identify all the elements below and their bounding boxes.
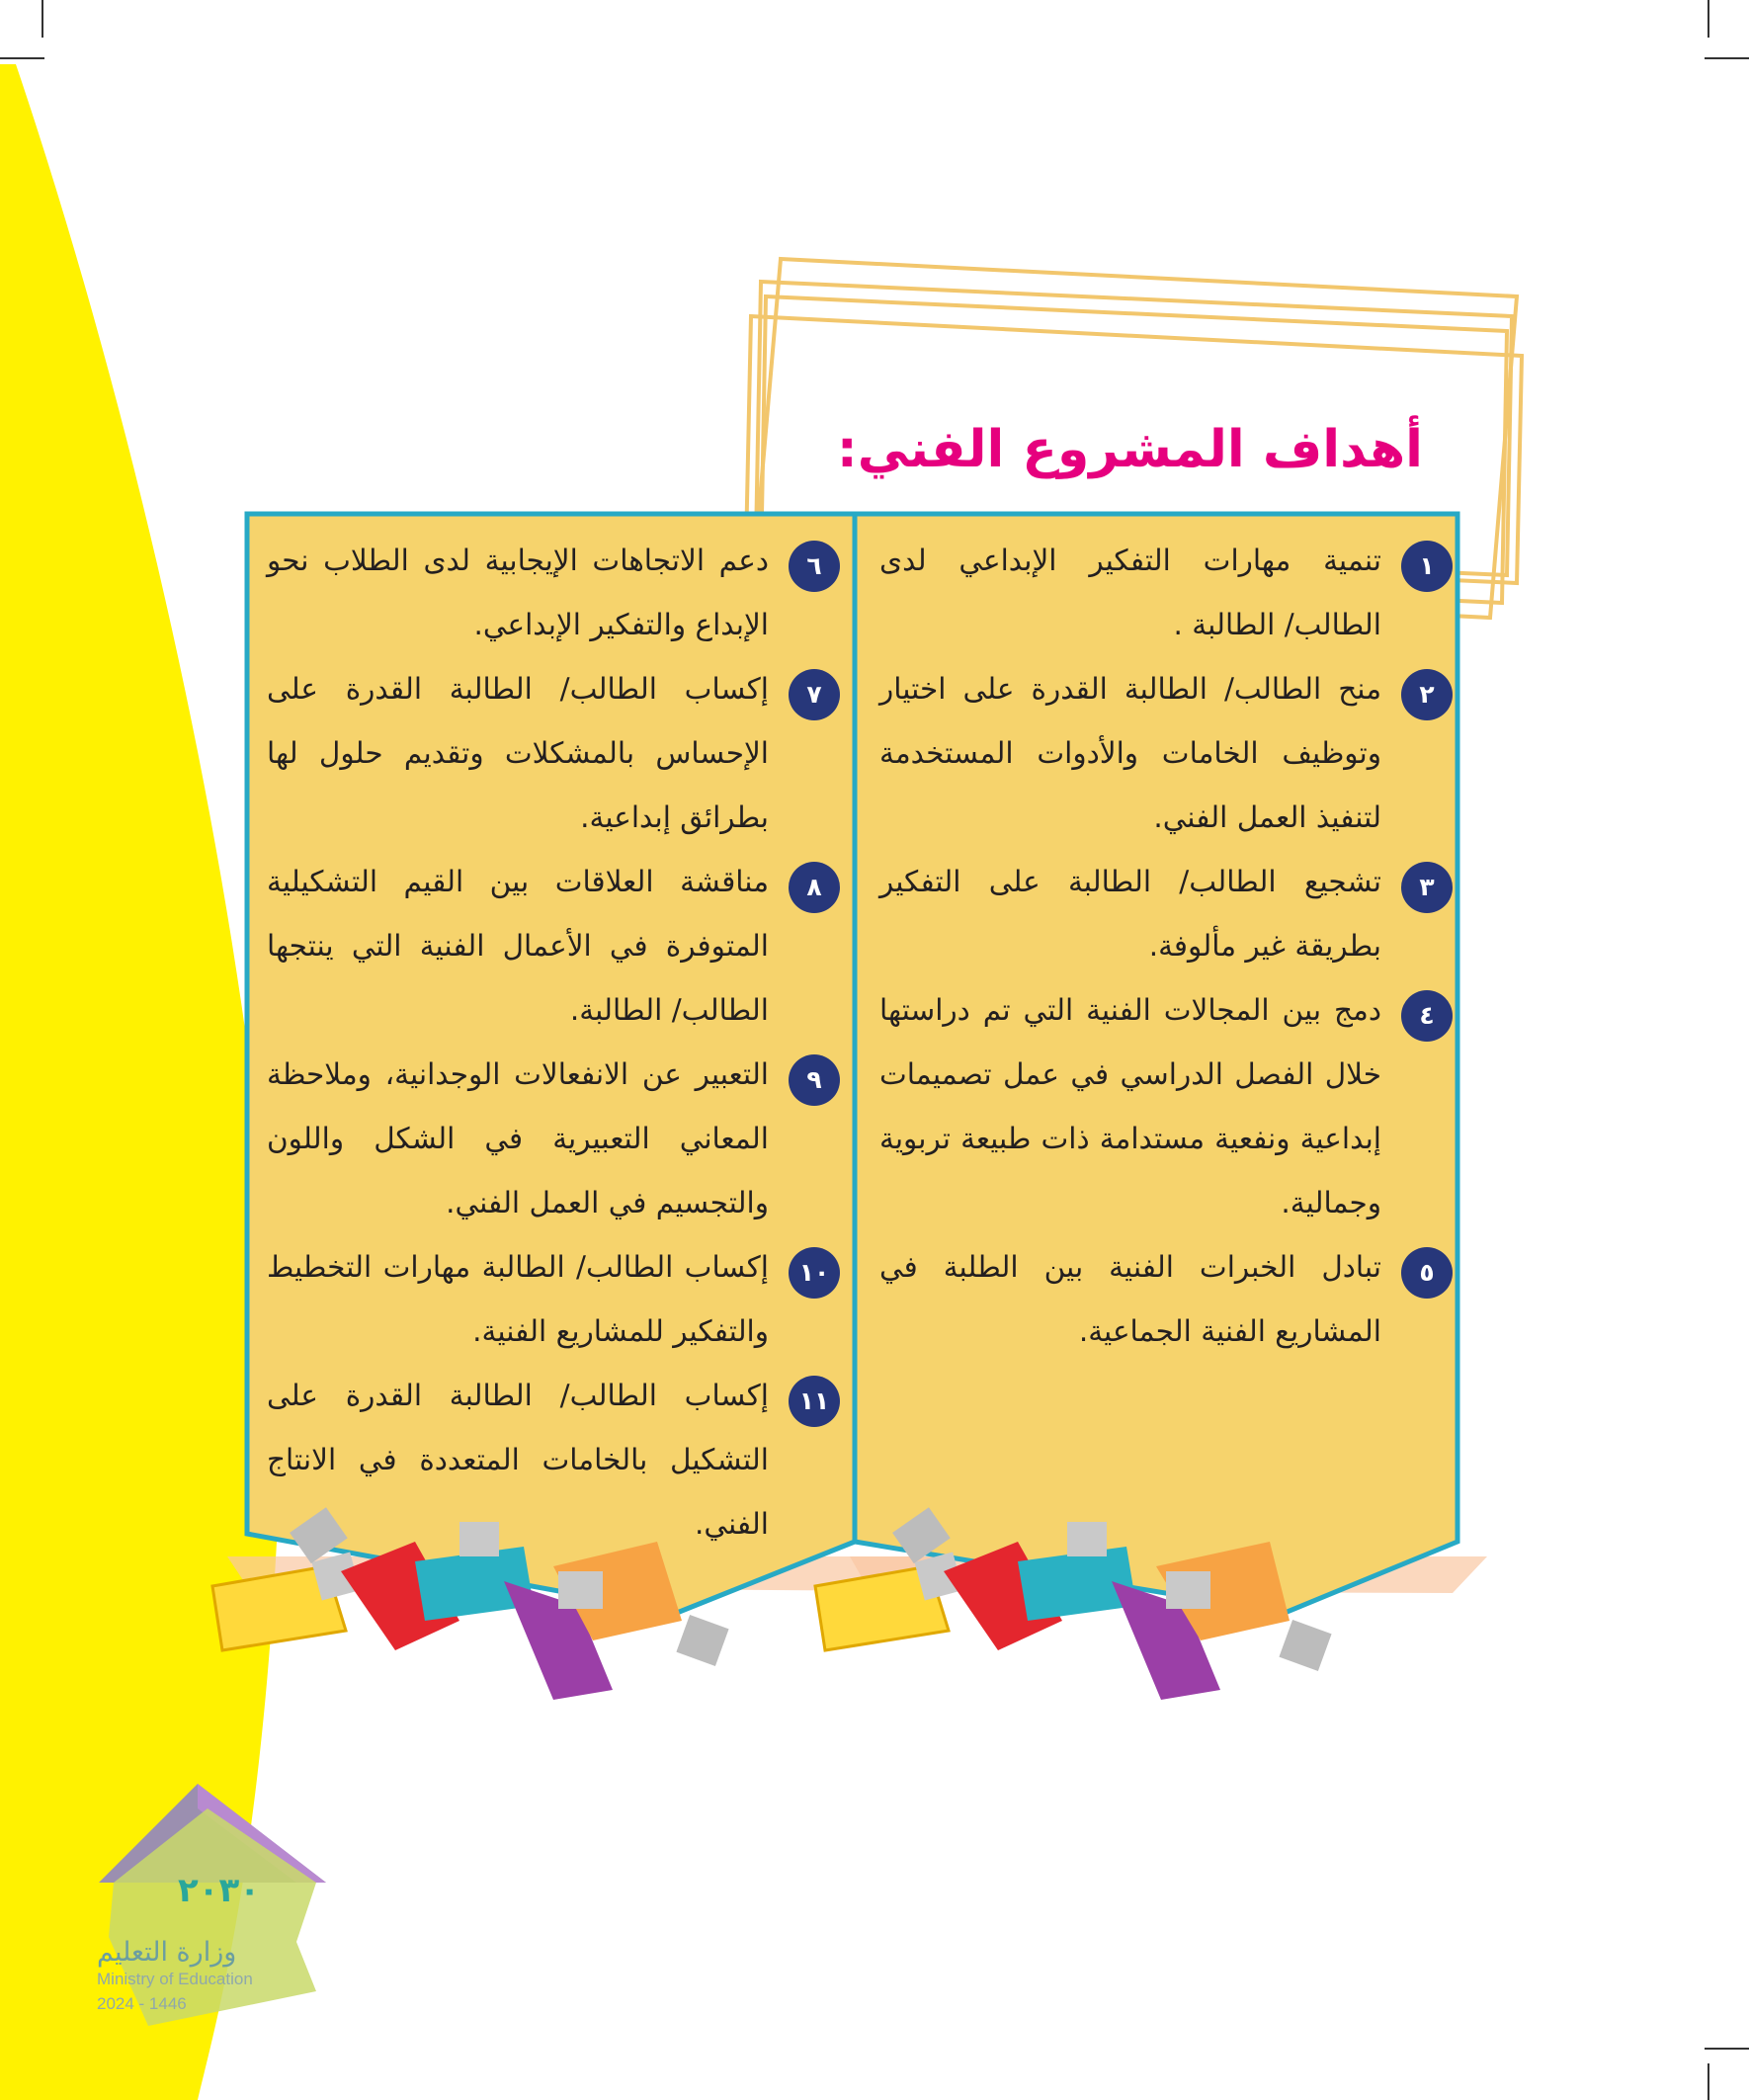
- goal-number-badge: ١: [1401, 541, 1453, 592]
- yellow-side-shape: [0, 64, 279, 2100]
- goal-number-badge: ٢: [1401, 669, 1453, 720]
- goal-text: تنمية مهارات التفكير الإبداعي لدى الطالب/ الطالبة .: [879, 544, 1381, 641]
- goal-item: [267, 1235, 840, 1364]
- goal-text: تبادل الخبرات الفنية بين الطلبة في المشاريع الفنية الجماعية.: [879, 1250, 1381, 1348]
- goal-number-badge: ٧: [789, 669, 840, 720]
- page-title: أهداف المشروع الفني:: [836, 420, 1423, 479]
- goal-text: دمج بين المجالات الفنية التي تم دراستها خلال الفصل الدراسي في عمل تصميمات إبداعية ونفعية مستدامة ذات طبيعة تربوية وجمالية.: [879, 993, 1381, 1219]
- goal-item: [879, 850, 1453, 978]
- goal-text: إكساب الطالب/ الطالبة القدرة على الإحساس بالمشكلات وتقديم حلول لها بطرائق إبداعية.: [267, 672, 769, 834]
- vision-2030-mark: ٢٠٣٠: [178, 1871, 261, 1910]
- goal-text: مناقشة العلاقات بين القيم التشكيلية المتوفرة في الأعمال الفنية التي ينتجها الطالب/ الطالبة.: [267, 865, 769, 1027]
- goal-item: [267, 850, 840, 1043]
- goal-number-badge: ١١: [789, 1376, 840, 1427]
- goal-text: دعم الاتجاهات الإيجابية لدى الطلاب نحو الإبداع والتفكير الإبداعي.: [267, 544, 769, 641]
- ministry-name-arabic: وزارة التعليم: [97, 1937, 237, 1968]
- goal-item: [267, 529, 840, 657]
- goal-number-badge: ٦: [789, 541, 840, 592]
- goal-item: [879, 1235, 1453, 1364]
- goal-text: تشجيع الطالب/ الطالبة على التفكير بطريقة غير مألوفة.: [879, 865, 1381, 963]
- goals-column-left: [267, 529, 840, 1556]
- goal-item: [267, 657, 840, 850]
- goal-number-badge: ٨: [789, 862, 840, 913]
- goal-item: [267, 1043, 840, 1235]
- ministry-name-english: Ministry of Education: [97, 1970, 253, 1988]
- goal-text: إكساب الطالب/ الطالبة مهارات التخطيط والتفكير للمشاريع الفنية.: [267, 1250, 769, 1348]
- goal-number-badge: ٣: [1401, 862, 1453, 913]
- goal-item: [879, 529, 1453, 657]
- goal-text: منح الطالب/ الطالبة القدرة على اختيار وتوظيف الخامات والأدوات المستخدمة لتنفيذ العمل الفني.: [879, 672, 1381, 834]
- goal-number-badge: ٤: [1401, 990, 1453, 1042]
- goal-number-badge: ١٠: [789, 1247, 840, 1299]
- goals-column-right: [879, 529, 1453, 1364]
- goal-item: [879, 978, 1453, 1235]
- goal-item: [879, 657, 1453, 850]
- goal-item: [267, 1364, 840, 1556]
- goal-text: إكساب الطالب/ الطالبة القدرة على التشكيل بالخامات المتعددة في الانتاج الفني.: [267, 1379, 769, 1541]
- goal-number-badge: ٥: [1401, 1247, 1453, 1299]
- edition-year: 2024 - 1446: [97, 1994, 187, 2013]
- goal-number-badge: ٩: [789, 1054, 840, 1106]
- goal-text: التعبير عن الانفعالات الوجدانية، وملاحظة المعاني التعبيرية في الشكل واللون والتجسيم في العمل الفني.: [267, 1057, 769, 1219]
